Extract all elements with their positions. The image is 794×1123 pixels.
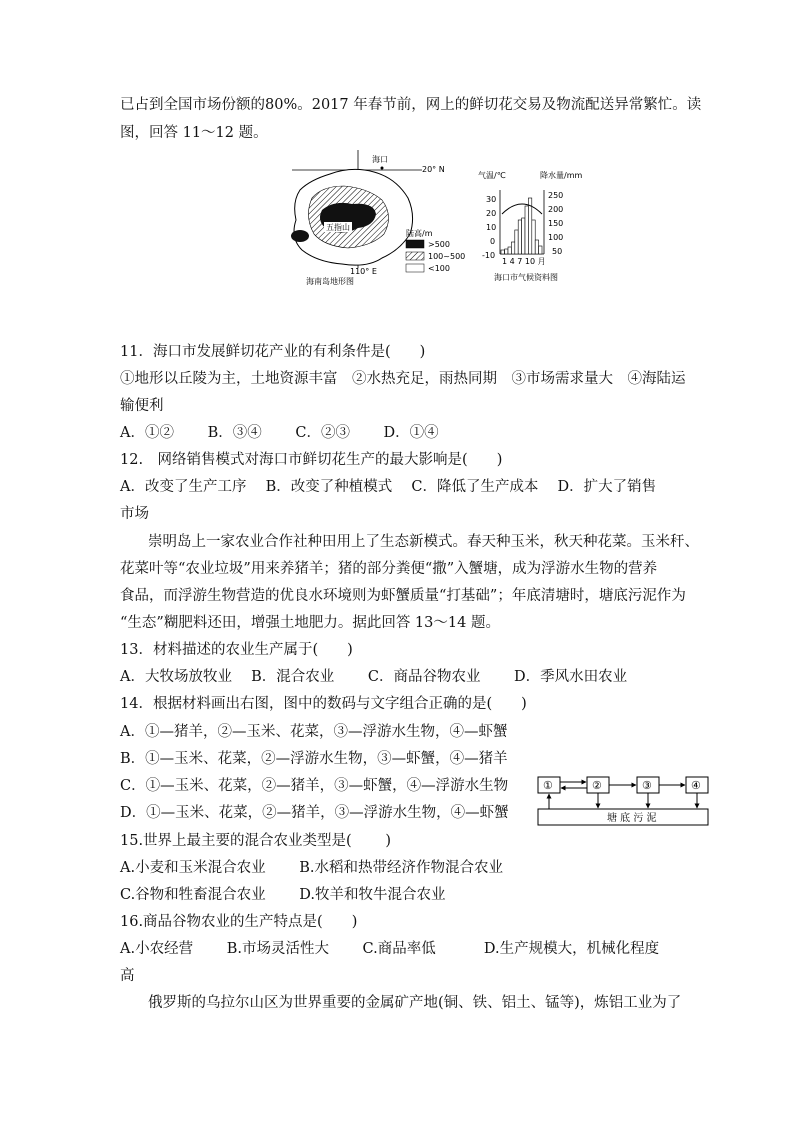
q11-options-line-1: ①地形以丘陵为主，土地资源丰富 ②水热充足，雨热同期 ③市场需求量大 ④海陆运 [120, 371, 686, 387]
passage-line-1: 崇明岛上一家农业合作社种田用上了生态新模式。春天种玉米，秋天种花菜。玉米秆、 [148, 534, 699, 550]
q13-stem: 13．材料描述的农业生产属于( ) [120, 642, 353, 658]
q11-options-line-2: 输便利 [120, 398, 164, 414]
q15-stem: 15.世界上最主要的混合农业类型是( ) [120, 833, 391, 849]
legend-mid: 100~500 [428, 252, 466, 261]
q12-choices-line-1: A．改变了生产工序 B．改变了种植模式 C．降低了生产成本 D．扩大了销售 [120, 479, 657, 495]
q11-choices: A．①② B．③④ C．②③ D．①④ [120, 425, 439, 441]
passage-line-3: 食品，而浮游生物营造的优良水环境则为虾蟹质量“打基础”；年底清塘时，塘底污泥作为 [120, 588, 686, 604]
map-caption: 海南岛地形图 [306, 277, 354, 286]
q15-choices-cd: C.谷物和牲畜混合农业 D.牧羊和牧牛混合农业 [120, 887, 446, 903]
flow-diagram [537, 775, 709, 827]
month-ticks: 1 4 7 10 月 [502, 257, 546, 266]
q14-option-d: D．①—玉米、花菜，②—猪羊，③—浮游水生物，④—虾蟹 [120, 805, 509, 821]
temp-tick: 30 [486, 195, 497, 204]
q13-choices: A．大牧场放牧业 B．混合农业 C．商品谷物农业 D．季风水田农业 [120, 669, 628, 685]
mountain-label: 五指山 [326, 223, 350, 232]
precip-tick: 250 [548, 191, 564, 200]
q12-stem: 12. 网络销售模式对海口市鲜切花生产的最大影响是( ) [120, 452, 503, 468]
flow-box-2-label: ② [592, 779, 602, 792]
q16-choices-line-2: 高 [120, 968, 135, 984]
legend-title: 陆高/m [406, 229, 433, 238]
passage-ural: 俄罗斯的乌拉尔山区为世界重要的金属矿产地(铜、铁、铝土、锰等)，炼铝工业为了 [148, 995, 682, 1011]
q16-choices-line-1: A.小农经营 B.市场灵活性大 C.商品率低 D.生产规模大，机械化程度 [120, 941, 660, 957]
city-label: 海口 [372, 155, 388, 164]
precip-axis-label: 降水量/mm [540, 171, 583, 180]
climate-chart [478, 170, 582, 282]
flow-box-1-label: ① [543, 779, 553, 792]
precip-tick: 50 [552, 247, 563, 256]
intro-line-1: 已占到全国市场份额的80%。2017 年春节前，网上的鲜切花交易及物流配送异常繁忙。读 [120, 97, 702, 113]
q12-choices-line-2: 市场 [120, 506, 149, 522]
flow-bottom-label: 塘 底 污 泥 [607, 813, 657, 824]
temp-tick: 0 [490, 237, 496, 246]
lat-label: 20° N [422, 165, 445, 174]
q16-stem: 16.商品谷物农业的生产特点是( ) [120, 914, 358, 930]
passage-line-2: 花菜叶等“农业垃圾”用来养猪羊；猪的部分粪便“撒”入蟹塘，成为浮游水生物的营养 [120, 561, 658, 577]
q14-stem: 14．根据材料画出右图，图中的数码与文字组合正确的是( ) [120, 696, 527, 712]
lon-label: 110° E [350, 267, 377, 276]
legend-low: <100 [428, 264, 450, 273]
hainan-map [291, 150, 465, 286]
legend-high: >500 [428, 240, 450, 249]
passage-line-4: “生态”糊肥料还田，增强土地肥力。据此回答 13～14 题。 [120, 615, 500, 631]
precip-tick: 100 [548, 233, 564, 242]
temp-tick: 20 [486, 209, 497, 218]
temp-tick: -10 [482, 251, 496, 260]
climate-caption: 海口市气候资料图 [494, 273, 558, 282]
precip-tick: 200 [548, 205, 564, 214]
q14-option-c: C．①—玉米、花菜，②—猪羊，③—虾蟹，④—浮游水生物 [120, 778, 509, 794]
flow-box-4-label: ④ [691, 779, 701, 792]
precip-tick: 150 [548, 219, 564, 228]
q14-option-a: A．①—猪羊，②—玉米、花菜，③—浮游水生物，④—虾蟹 [120, 724, 508, 740]
intro-line-2: 图，回答 11～12 题。 [120, 125, 268, 141]
flow-box-3-label: ③ [642, 779, 652, 792]
temp-axis-label: 气温/℃ [478, 171, 506, 180]
q14-option-b: B．①—玉米、花菜，②—浮游水生物，③—虾蟹，④—猪羊 [120, 751, 508, 767]
q15-choices-ab: A.小麦和玉米混合农业 B.水稻和热带经济作物混合农业 [120, 860, 503, 876]
temp-tick: 10 [486, 223, 497, 232]
figures [282, 150, 592, 290]
q11-stem: 11．海口市发展鲜切花产业的有利条件是( ) [120, 344, 426, 360]
